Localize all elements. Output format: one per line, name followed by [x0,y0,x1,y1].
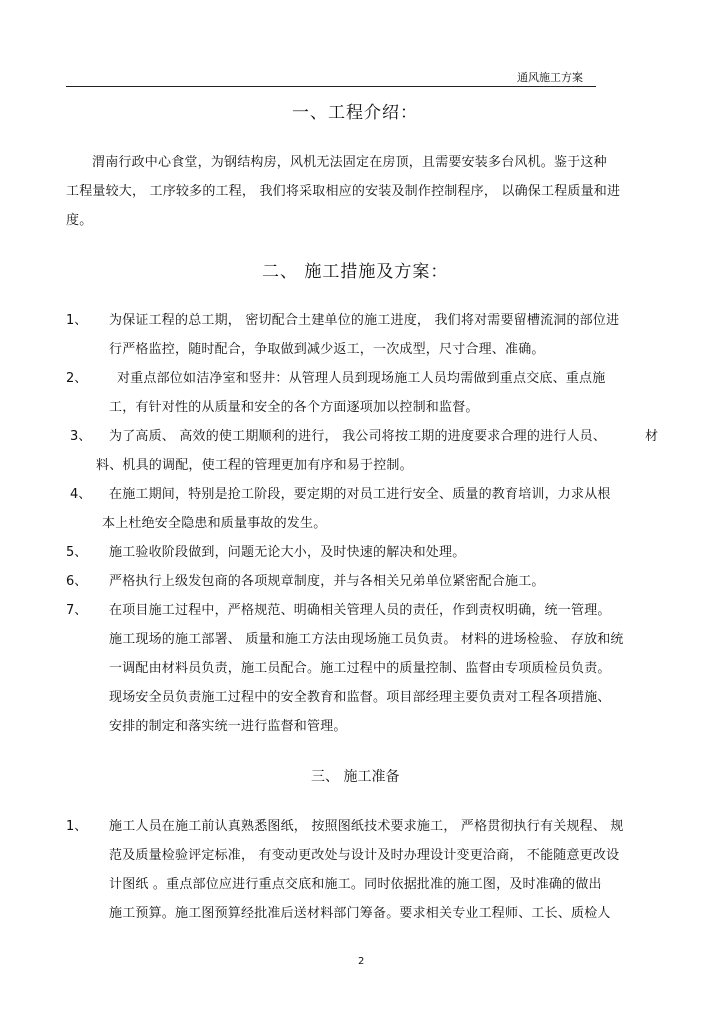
list-item-line: 料、机具的调配，使工程的管理更加有序和易于控制。 [96,458,413,473]
list-item-number: 1、 [66,819,88,834]
list-item-line: 施工人员在施工前认真熟悉图纸， 按照图纸技术要求施工， 严格贯彻执行有关规程、 规 [109,819,624,834]
list-item-number: 7、 [66,603,88,618]
list-item-number: 4、 [70,487,92,502]
list-item-line: 现场安全员负责施工过程中的安全教育和监督。项目部经理主要负责对工程各项措施、 [109,690,611,705]
list-item-line: 施工验收阶段做到，问题无论大小，及时快速的解决和处理。 [109,545,466,560]
list-item-line: 范及质量检验评定标准， 有变动更改处与设计及时办理设计变更洽商， 不能随意更改设 [109,848,620,863]
list-item-number: 5、 [66,545,88,560]
list-item-line-tail: 材 [645,429,659,444]
list-item-line: 行严格监控，随时配合，争取做到减少返工，一次成型，尺寸合理、准确。 [109,342,545,357]
list-item-line: 计图纸 。重点部位应进行重点交底和施工。同时依据批准的施工图，及时准确的做出 [109,877,602,892]
header-rule [66,86,596,87]
list-item-line: 一调配由材料员负责，施工员配合。施工过程中的质量控制、监督由专项质检员负责。 [109,661,611,676]
section-heading-1: 一、工程介绍： [292,103,418,123]
list-item-number: 2、 [66,371,88,386]
header-title: 通风施工方案 [517,71,583,84]
list-item-line: 对重点部位如洁净室和竖井：从管理人员到现场施工人员均需做到重点交底、重点施 [117,371,606,386]
section-heading-2: 二、 施工措施及方案： [262,262,449,282]
paragraph-line: 渭南行政中心食堂，为钢结构房，风机无法固定在房顶，且需要安装多台风机。鉴于这种 [92,155,607,170]
list-item-line: 严格执行上级发包商的各项规章制度，并与各相关兄弟单位紧密配合施工。 [109,574,545,589]
list-item-line: 安排的制定和落实统一进行监督和管理。 [109,719,347,734]
list-item-number: 3、 [70,429,92,444]
list-item-line: 施工预算。施工图预算经批准后送材料部门筹备。要求相关专业工程师、工长、质检人 [109,906,611,921]
list-item-line: 工，有针对性的从质量和安全的各个方面逐项加以控制和监督。 [109,400,479,415]
list-item-line: 在施工期间，特别是抢工阶段，要定期的对员工进行安全、质量的教育培训，力求从根 [109,487,611,502]
section-heading-3: 三、 施工准备 [311,769,400,785]
list-item-line: 为保证工程的总工期， 密切配合土建单位的施工进度， 我们将对需要留槽流洞的部位进 [109,313,620,328]
list-item-line: 在项目施工过程中，严格规范、明确相关管理人员的责任，作到责权明确，统一管理。 [109,603,611,618]
paragraph-line: 度。 [66,213,93,228]
list-item-number: 6、 [66,574,88,589]
list-item-line: 施工现场的施工部署、 质量和施工方法由现场施工员负责。 材料的进场检验、 存放和统 [109,632,624,647]
list-item-line: 为了高质、 高效的使工期顺利的进行， 我公司将按工期的进度要求合理的进行人员、 [109,429,607,444]
page-number: 2 [358,956,365,967]
list-item-number: 1、 [66,313,88,328]
paragraph-line: 工程量较大， 工序较多的工程， 我们将采取相应的安装及制作控制程序， 以确保工程质量和进 [66,184,621,199]
list-item-line: 本上杜绝安全隐患和质量事故的发生。 [102,516,327,531]
